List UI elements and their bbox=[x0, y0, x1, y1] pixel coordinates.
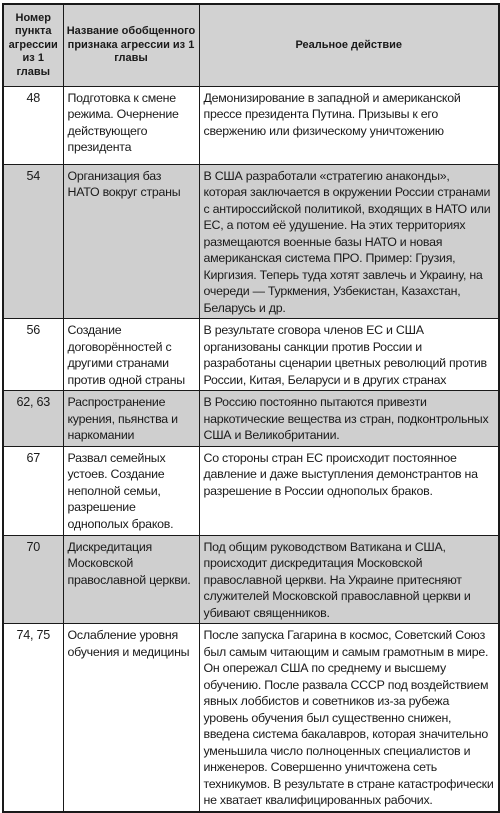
row-real-action: Демонизирование в западной и американской прессе президента Путина. Призывы к его свержению или физическому уничтожению bbox=[199, 86, 499, 164]
table-header bbox=[3, 4, 499, 86]
row-feature-name: Дискредитация Московской православной церкви. bbox=[63, 535, 199, 624]
header-real-action: Реальное действие bbox=[199, 4, 499, 86]
row-real-action: Со стороны стран ЕС происходит постоянное давление и даже выступления демонстрантов на разрешение в России однополых браков. bbox=[199, 446, 499, 535]
table-row bbox=[3, 319, 499, 391]
row-number: 56 bbox=[3, 319, 63, 391]
table-row bbox=[3, 535, 499, 624]
row-number: 48 bbox=[3, 86, 63, 164]
header-feature-name: Название обобщенного признака агрессии из 1 главы bbox=[63, 4, 199, 86]
row-real-action: В США разработали «стратегию анаконды», которая заключается в окружении России странами с антироссийской политикой, входящих в НАТО или ЕС, а потом её удушение. На этих территориях размещаются военные базы НАТО и новая американская система ПРО. Пример: Грузия, Киргизия. Теперь туда хотят завлечь и Украину, на очереди — Туркмения, Узбекистан, Казахстан, Беларусь и др. bbox=[199, 164, 499, 319]
table-row bbox=[3, 624, 499, 812]
row-real-action: В результате сговора членов ЕС и США организованы санкции против России и разработаны сценарии цветных революций против России, Китая, Беларуси и в других странах bbox=[199, 319, 499, 391]
row-feature-name: Создание договорённостей с другими странами против одной страны bbox=[63, 319, 199, 391]
row-feature-name: Развал семейных устоев. Создание неполной семьи, разрешение однополых браков. bbox=[63, 446, 199, 535]
row-number: 74, 75 bbox=[3, 624, 63, 812]
table-row bbox=[3, 391, 499, 447]
row-number: 70 bbox=[3, 535, 63, 624]
aggression-table bbox=[2, 3, 500, 813]
header-item-number: Номер пункта агрессии из 1 главы bbox=[3, 4, 63, 86]
row-feature-name: Организация баз НАТО вокруг страны bbox=[63, 164, 199, 319]
table-row bbox=[3, 86, 499, 164]
header-row bbox=[3, 4, 499, 86]
row-feature-name: Распространение курения, пьянства и наркомании bbox=[63, 391, 199, 447]
row-real-action: Под общим руководством Ватикана и США, происходит дискредитация Московской православной церкви. На Украине притесняют служителей Московской православной церкви и убивают священников. bbox=[199, 535, 499, 624]
table-row bbox=[3, 164, 499, 319]
row-real-action: После запуска Гагарина в космос, Советский Союз был самым читающим и самым грамотным в мире. Он опережал США по среднему и высшему обучению. После развала СССР под воздействием явных лоббистов и советников из-за рубежа уровень обучения был существенно снижен, введена система бакалавров, которая значительно уменьшила число полноценных специалистов и инженеров. Совершенно уничтожена сеть техникумов. В результате в стране катастрофически не хватает квалифицированных рабочих. bbox=[199, 624, 499, 812]
row-number: 54 bbox=[3, 164, 63, 319]
table-row bbox=[3, 446, 499, 535]
row-number: 62, 63 bbox=[3, 391, 63, 447]
row-real-action: В Россию постоянно пытаются привезти наркотические вещества из стран, подконтрольных США и Великобритании. bbox=[199, 391, 499, 447]
table-body bbox=[3, 86, 499, 812]
row-feature-name: Ослабление уровня обучения и медицины bbox=[63, 624, 199, 812]
row-number: 67 bbox=[3, 446, 63, 535]
row-feature-name: Подготовка к смене режима. Очернение действующего президента bbox=[63, 86, 199, 164]
